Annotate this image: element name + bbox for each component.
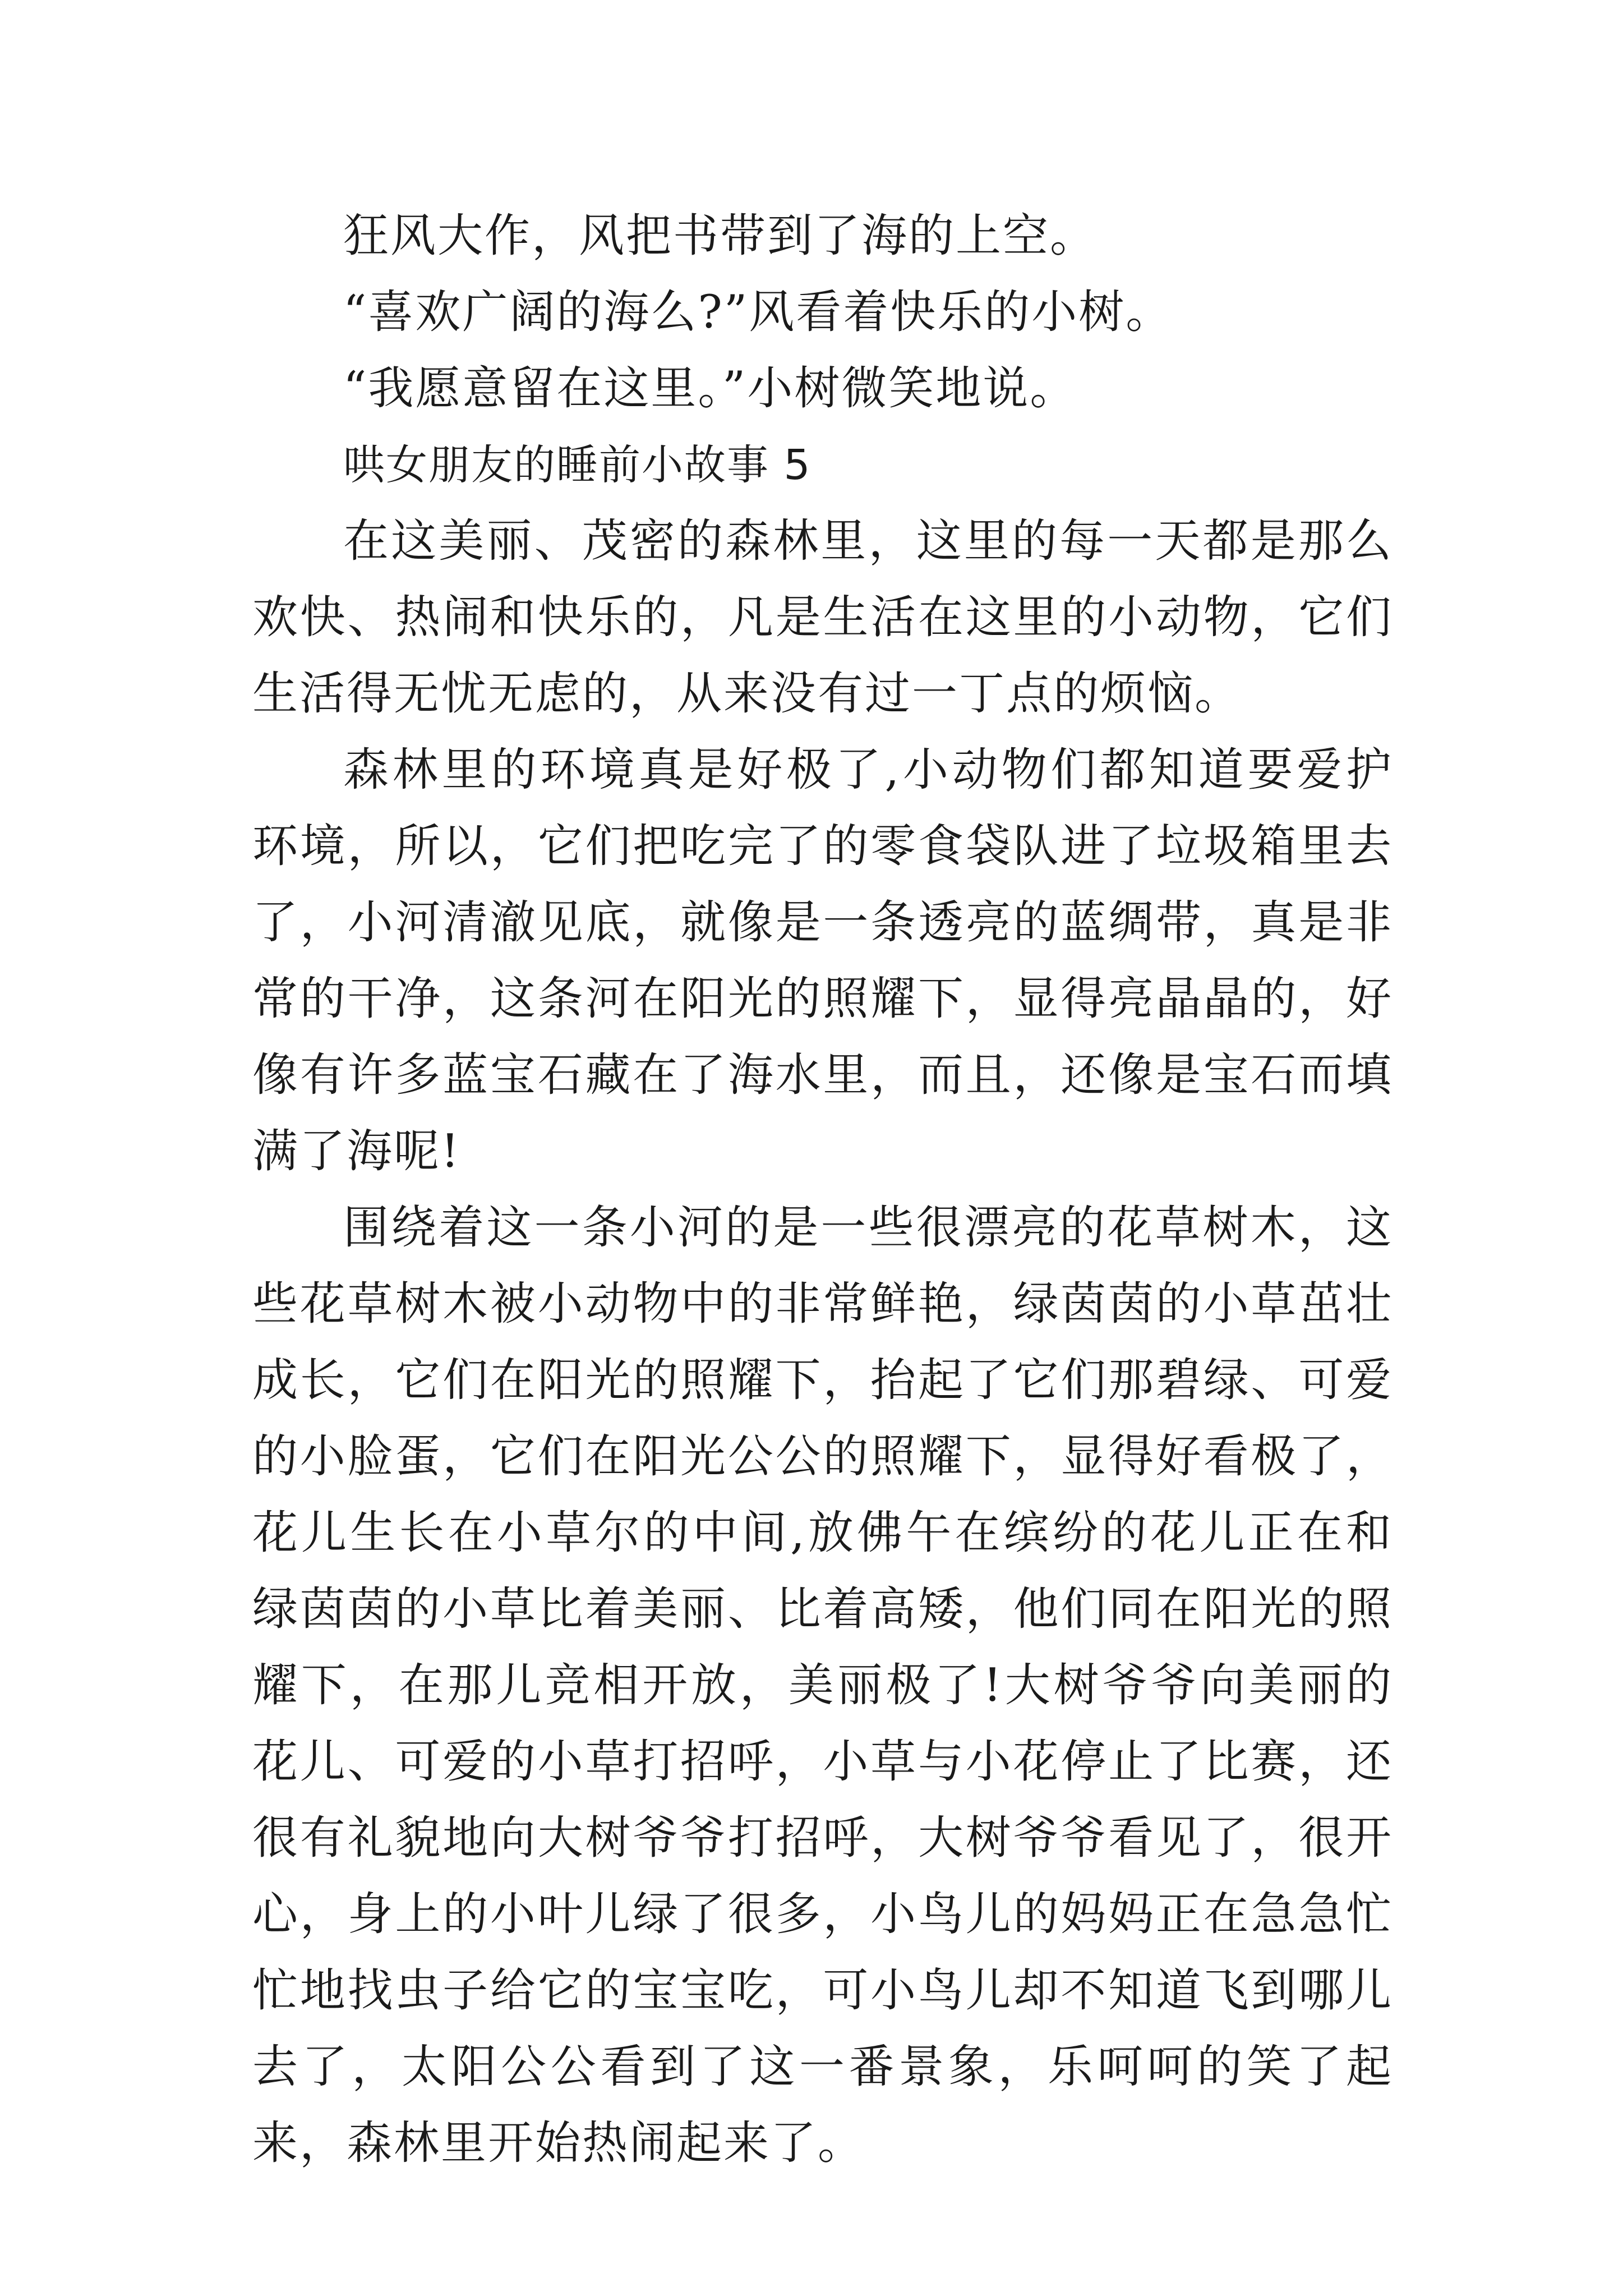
paragraph-3: “我愿意留在这里。”小树微笑地说。 <box>343 362 1077 415</box>
paragraph-7: 围绕着这一条小河的是一些很漂亮的花草树木，这些花草树木被小动物中的非常鲜艳，绿茵茵的小草茁壮成长，它们在阳光的照耀下，抬起了它们那碧绿、可爱的小脸蛋，它们在阳光公公的照耀下，显得好看极了，花儿生长在小草尔的中间,放佛午在缤纷的花儿正在和绿茵茵的小草比着美丽、比着高矮，他们同在阳光的照耀下，在那儿竞相开放，美丽极了!大树爷爷向美丽的花儿、可爱的小草打招呼，小草与小花停止了比赛，还很有礼貌地向大树爷爷打招呼，大树爷爷看见了，很开心，身上的小叶儿绿了很多，小鸟儿的妈妈正在急急忙忙地找虫子给它的宝宝吃，可小鸟儿却不知道飞到哪儿去了，太阳公公看到了这一番景象，乐呵呵的笑了起来，森林里开始热闹起来了。 <box>252 1202 1393 2170</box>
document-body <box>252 198 1393 2182</box>
paragraph-2: “喜欢广阔的海么?”风看着快乐的小树。 <box>343 286 1173 339</box>
paragraph-5: 在这美丽、茂密的森林里，这里的每一天都是那么欢快、热闹和快乐的，凡是生活在这里的小动物，它们生活得无忧无虑的，从来没有过一丁点的烦恼。 <box>252 515 1393 720</box>
story-heading: 哄女朋友的睡前小故事 5 <box>343 441 811 489</box>
paragraph-6: 森林里的环境真是好极了,小动物们都知道要爱护环境，所以，它们把吃完了的零食袋队进了垃圾箱里去了，小河清澈见底，就像是一条透亮的蓝绸带，真是非常的干净，这条河在阳光的照耀下，显得亮晶晶的，好像有许多蓝宝石藏在了海水里，而且，还像是宝石而填满了海呢! <box>252 744 1393 1178</box>
paragraph-1: 狂风大作，风把书带到了海的上空。 <box>343 210 1098 263</box>
